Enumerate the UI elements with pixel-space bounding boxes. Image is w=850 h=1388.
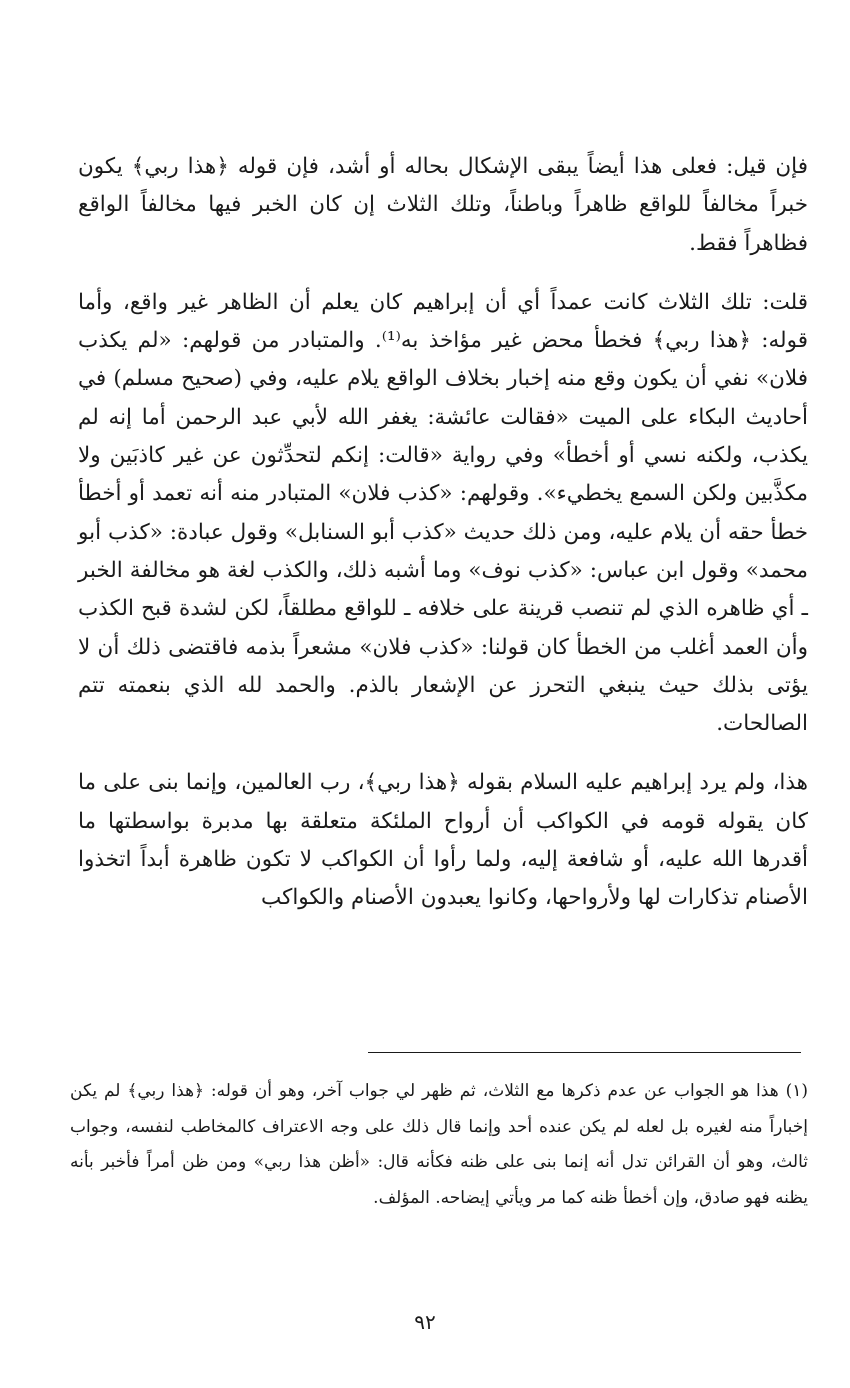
paragraph-continuation: هذا، ولم يرد إبراهيم عليه السلام بقوله ﴿هذا ربي﴾، رب العالمين، وإنما بنى على ما كان يقوله قومه في الكواكب أن أرواح الملئكة متعلقة بها مدبرة بواسطتها ما أقدرها الله عليه، أو شافعة إليه، ولما رأوا أن الكواكب لا تكون ظاهرة أبداً اتخذوا الأصنام تذكارات لها ولأرواحها، وكانوا يعبدون الأصنام والكواكب [78, 770, 808, 911]
main-text [78, 148, 808, 918]
footnote: (١) هذا هو الجواب عن عدم ذكرها مع الثلاث، ثم ظهر لي جواب آخر، وهو أن قوله: ﴿هذا ربي﴾ لم يكن إخباراً منه لغيره بل لعله لم يكن عنده أحد وإنما قال ذلك على وجه الاعتراف كالمخاطب لنفسه، وجواب ثالث، وهو أن القرائن تدل أنه إنما بنى على ظنه فكأنه قال: «أظن هذا ربي» ومن ظن أمراً فأخبر بأنه يظنه فهو صادق، وإن أخطأ ظنه كما مر ويأتي إيضاحه. المؤلف. [70, 1081, 808, 1208]
paragraph-reply: قلت: تلك الثلاث كانت عمداً أي أن إبراهيم كان يعلم أن الظاهر غير واقع، وأما قوله: ﴿هذا ربي﴾ فخطأ محض غير مؤاخذ به⁽¹⁾. والمتبادر من قولهم: «لم يكذب فلان» نفي أن يكون وقع منه إخبار بخلاف الواقع يلام عليه، وفي (صحيح مسلم) في أحاديث البكاء على الميت «فقالت عائشة: يغفر الله لأبي عبد الرحمن أما إنه لم يكذب، ولكنه نسي أو أخطأ» وفي رواية «قالت: إنكم لتحدِّثون عن غير كاذبَين ولا مكذَّبين ولكن السمع يخطيء». وقولهم: «كذب فلان» المتبادر منه أنه تعمد أو أخطأ خطأ حقه أن يلام عليه، ومن ذلك حديث «كذب أبو السنابل» وقول عبادة: «كذب أبو محمد» وقول ابن عباس: «كذب نوف» وما أشبه ذلك، والكذب لغة هو مخالفة الخبر ـ أي ظاهره الذي لم تنصب قرينة على خلافه ـ للواقع مطلقاً، لكن لشدة قبح الكذب وأن العمد أغلب من الخطأ كان قولنا: «كذب فلان» مشعراً بذمه فاقتضى ذلك أن لا يؤتى بذلك حيث ينبغي التحرز عن الإشعار بالذم. والحمد لله الذي بنعمته تتم الصالحات. [78, 289, 808, 737]
page-number: ٩٢ [414, 1310, 436, 1334]
paragraph-objection: فإن قيل: فعلى هذا أيضاً يبقى الإشكال بحاله أو أشد، فإن قوله ﴿هذا ربي﴾ يكون خبراً مخالفاً للواقع ظاهراً وباطناً، وتلك الثلاث إن كان الخبر فيها مخالفاً الواقع فظاهراً فقط. [78, 154, 808, 256]
footnote-divider [368, 1052, 801, 1053]
